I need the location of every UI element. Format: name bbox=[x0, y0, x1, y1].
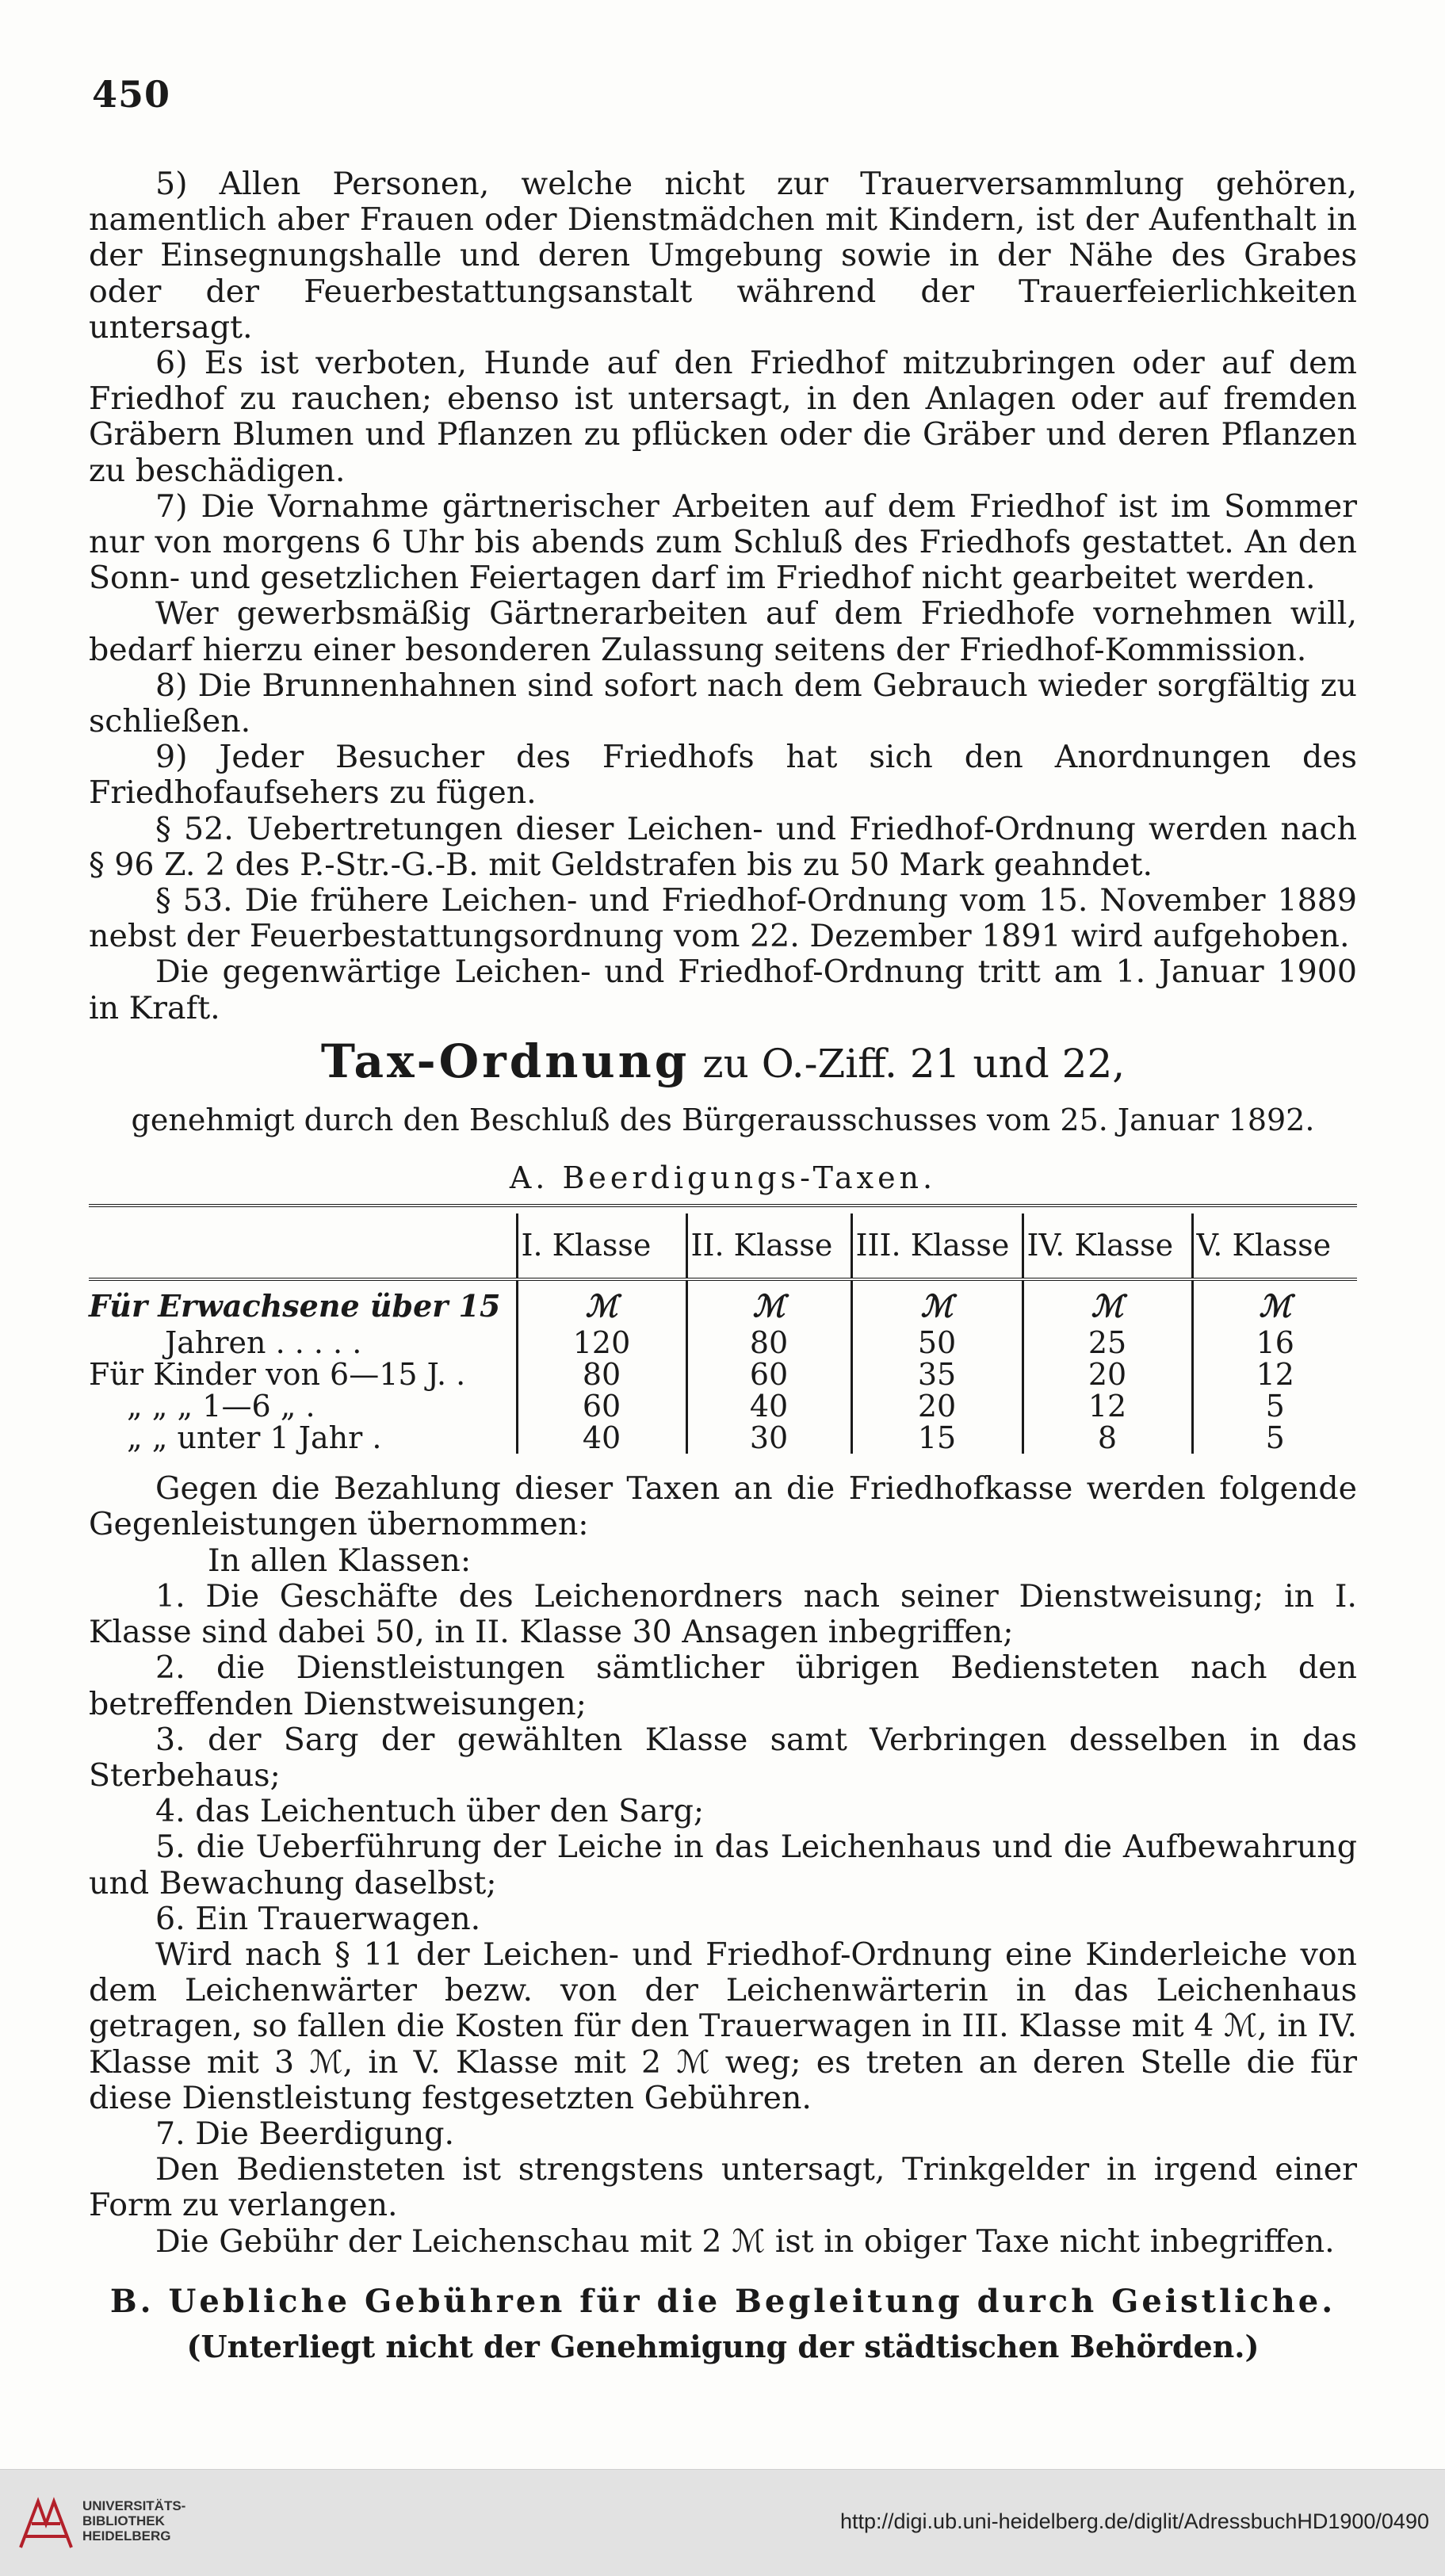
unit-cell: ℳ bbox=[686, 1279, 851, 1327]
unit-cell: ℳ bbox=[1023, 1279, 1192, 1327]
table-cell: 8 bbox=[1023, 1422, 1192, 1454]
header-class-2: II. Klasse bbox=[686, 1213, 851, 1279]
library-name bbox=[82, 2498, 185, 2544]
services-intro: Gegen die Bezahlung dieser Taxen an die Friedhofkasse werden folgende Gegenleistungen übernommen: bbox=[89, 1470, 1357, 1543]
table-cell: 25 bbox=[1023, 1327, 1192, 1359]
service-item-7: 7. Die Beerdigung. bbox=[155, 2115, 455, 2152]
tax-title-bold: Tax-Ordnung bbox=[320, 1034, 690, 1088]
tax-subtitle: genehmigt durch den Beschluß des Bürgerausschusses vom 25. Januar 1892. bbox=[131, 1102, 1315, 1137]
paragraph-section-52: § 52. Uebertretungen dieser Leichen- und Friedhof-Ordnung werden nach § 96 Z. 2 des P.-Str.-G.-B. mit Geldstrafen bis zu 50 Mark geahndet. bbox=[89, 810, 1357, 883]
paragraph-6: 6) Es ist verboten, Hunde auf den Friedhof mitzubringen oder auf dem Friedhof zu rauchen; ebenso ist untersagt, in den Anlagen oder auf fremden Gräbern Blumen und Pflanzen zu pflücken oder die Gräber und deren Pflanzen zu beschädigen. bbox=[89, 345, 1357, 489]
table-cell: 120 bbox=[517, 1327, 686, 1359]
library-name-line: BIBLIOTHEK bbox=[82, 2513, 165, 2528]
section-b-note: (Unterliegt nicht der Genehmigung der städtischen Behörden.) bbox=[186, 2328, 1260, 2364]
table-cell: 35 bbox=[851, 1359, 1023, 1390]
table-row bbox=[89, 1359, 1357, 1390]
unit-cell: ℳ bbox=[851, 1279, 1023, 1327]
source-url-link[interactable]: http://digi.ub.uni-heidelberg.de/diglit/AdressbuchHD1900/0490 bbox=[839, 2509, 1429, 2533]
service-item-4: 4. das Leichentuch über den Sarg; bbox=[155, 1793, 705, 1830]
table-cell: 80 bbox=[686, 1327, 851, 1359]
header-class-3: III. Klasse bbox=[851, 1213, 1023, 1279]
paragraph-section-53: § 53. Die frühere Leichen- und Friedhof-Ordnung vom 15. November 1889 nebst der Feuerbestattungsordnung vom 22. Dezember 1891 wird aufgehoben. bbox=[89, 882, 1357, 955]
tax-title-rest: zu O.-Ziff. 21 und 22, bbox=[702, 1040, 1126, 1087]
table-cell: 60 bbox=[517, 1390, 686, 1422]
row-label: „ „ „ 1—6 „ . bbox=[127, 1389, 315, 1424]
row-label: „ „ unter 1 Jahr . bbox=[127, 1420, 382, 1456]
table-cell: 80 bbox=[517, 1359, 686, 1390]
table-cell: 20 bbox=[1023, 1359, 1192, 1390]
viewer-footer bbox=[0, 2469, 1445, 2576]
table-cell: 16 bbox=[1192, 1327, 1357, 1359]
paragraph-gardeners: Wer gewerbsmäßig Gärtnerarbeiten auf dem Friedhofe vornehmen will, bedarf hierzu einer besonderen Zulassung seitens der Friedhof-Kommission. bbox=[89, 595, 1357, 668]
library-name-line: UNIVERSITÄTS- bbox=[82, 2498, 186, 2513]
table-cell: 12 bbox=[1192, 1359, 1357, 1390]
table-header-row bbox=[89, 1213, 1357, 1279]
unit-cell: ℳ bbox=[517, 1279, 686, 1327]
table-cell: 30 bbox=[686, 1422, 851, 1454]
service-item-2: 2. die Dienstleistungen sämtlicher übrigen Bediensteten nach den betreffenden Dienstweisungen; bbox=[89, 1649, 1357, 1722]
table-cell: 50 bbox=[851, 1327, 1023, 1359]
tips-forbidden-paragraph: Den Bediensteten ist strengstens untersagt, Trinkgelder in irgend einer Form zu verlangen. bbox=[89, 2151, 1357, 2224]
table-cell: 60 bbox=[686, 1359, 851, 1390]
paragraph-9: 9) Jeder Besucher des Friedhofs hat sich den Anordnungen des Friedhofaufsehers zu fügen. bbox=[89, 739, 1357, 812]
header-blank bbox=[89, 1213, 517, 1279]
inspection-fee-paragraph: Die Gebühr der Leichenschau mit 2 ℳ ist in obiger Taxe nicht inbegriffen. bbox=[155, 2222, 1335, 2260]
table-cell: 40 bbox=[517, 1422, 686, 1454]
paragraph-7: 7) Die Vornahme gärtnerischer Arbeiten auf dem Friedhof ist im Sommer nur von morgens 6 Uhr bis abends zum Schluß des Friedhofs gestattet. An den Sonn- und gesetzlichen Feiertagen darf im Friedhof nicht gearbeitet werden. bbox=[89, 487, 1357, 597]
header-class-4: IV. Klasse bbox=[1023, 1213, 1192, 1279]
table-cell: 40 bbox=[686, 1390, 851, 1422]
section-a-heading: A. Beerdigungs-Taxen. bbox=[509, 1160, 937, 1195]
table-row-units bbox=[89, 1279, 1357, 1327]
header-class-1: I. Klasse bbox=[517, 1213, 686, 1279]
paragraph-5: 5) Allen Personen, welche nicht zur Trauerversammlung gehören, namentlich aber Frauen oder Dienstmädchen mit Kindern, ist der Aufenthalt in der Einsegnungshalle und deren Umgebung sowie in der Nähe des Grabes oder der Feuerbestattungsanstalt während der Trauerfeierlichkeiten untersagt. bbox=[89, 166, 1357, 346]
university-library-logo-icon bbox=[14, 2492, 78, 2555]
table-row bbox=[89, 1422, 1357, 1454]
table-row bbox=[89, 1390, 1357, 1422]
child-corpse-paragraph: Wird nach § 11 der Leichen- und Friedhof-Ordnung eine Kinderleiche von dem Leichenwärter bezw. von der Leichenwärterin in das Leichenhaus getragen, so fallen die Kosten für den Trauerwagen in III. Klasse mit 4 ℳ, in IV. Klasse mit 3 ℳ, in V. Klasse mit 2 ℳ weg; es treten an deren Stelle die für diese Dienstleistung festgesetzten Gebühren. bbox=[89, 1936, 1357, 2116]
service-item-6: 6. Ein Trauerwagen. bbox=[155, 1900, 481, 1937]
table-cell: 5 bbox=[1192, 1422, 1357, 1454]
burial-tax-table bbox=[89, 1204, 1357, 1454]
tax-ordinance-title bbox=[89, 1034, 1357, 1088]
services-all-classes: In allen Klassen: bbox=[208, 1542, 472, 1579]
row-label: Für Erwachsene über 15 bbox=[89, 1288, 501, 1324]
page-number: 450 bbox=[92, 73, 171, 116]
row-label: Jahren . . . . . bbox=[165, 1325, 362, 1361]
table-cell: 20 bbox=[851, 1390, 1023, 1422]
library-name-line: HEIDELBERG bbox=[82, 2528, 171, 2544]
service-item-1: 1. Die Geschäfte des Leichenordners nach seiner Dienstweisung; in I. Klasse sind dabei 50, in II. Klasse 30 Ansagen inbegriffen; bbox=[89, 1577, 1357, 1651]
table-cell: 12 bbox=[1023, 1390, 1192, 1422]
section-b-heading: B. Uebliche Gebühren für die Begleitung durch Geistliche. bbox=[109, 2282, 1336, 2320]
service-item-5: 5. die Ueberführung der Leiche in das Leichenhaus und die Aufbewahrung und Bewachung daselbst; bbox=[89, 1829, 1357, 1901]
paragraph-in-force: Die gegenwärtige Leichen- und Friedhof-Ordnung tritt am 1. Januar 1900 in Kraft. bbox=[89, 954, 1357, 1026]
page-body bbox=[89, 166, 1357, 2364]
table-cell: 15 bbox=[851, 1422, 1023, 1454]
unit-cell: ℳ bbox=[1192, 1279, 1357, 1327]
table-row bbox=[89, 1327, 1357, 1359]
row-label: Für Kinder von 6—15 J. . bbox=[89, 1357, 466, 1393]
service-item-3: 3. der Sarg der gewählten Klasse samt Verbringen desselben in das Sterbehaus; bbox=[89, 1721, 1357, 1794]
header-class-5: V. Klasse bbox=[1192, 1213, 1357, 1279]
paragraph-8: 8) Die Brunnenhahnen sind sofort nach dem Gebrauch wieder sorgfältig zu schließen. bbox=[89, 667, 1357, 740]
table-cell: 5 bbox=[1192, 1390, 1357, 1422]
